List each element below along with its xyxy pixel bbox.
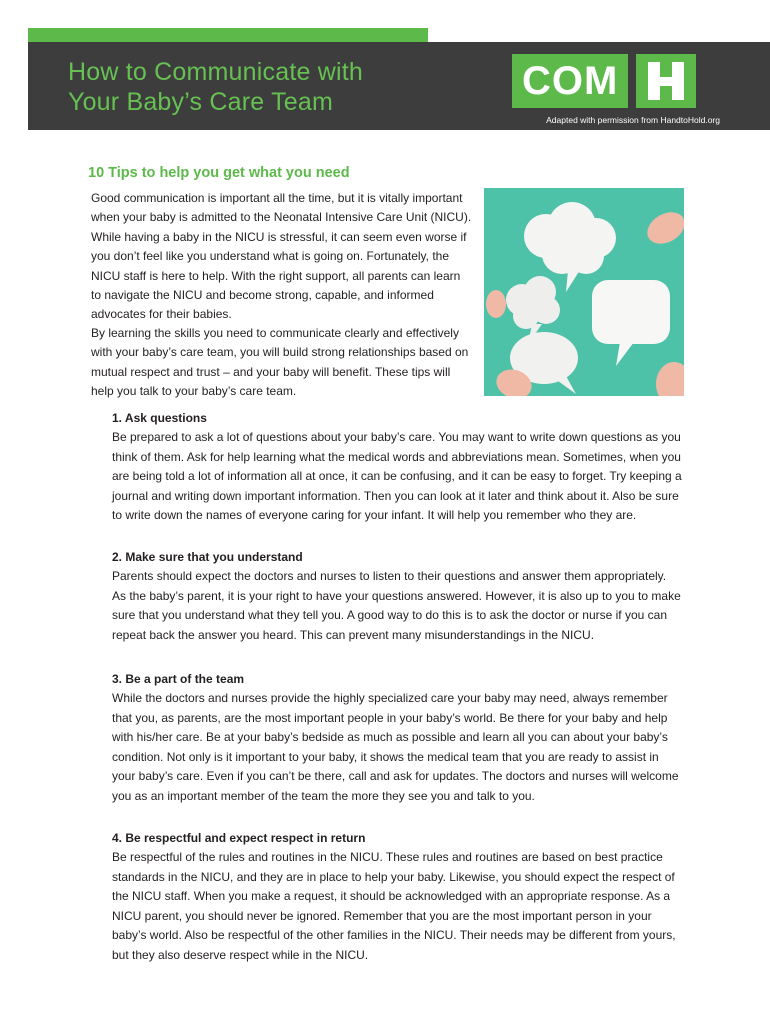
header-accent-stripe: [28, 28, 428, 42]
tip-2: [112, 548, 682, 645]
logo-h-icon: [636, 54, 696, 108]
tip-heading: 2. Make sure that you understand: [112, 550, 303, 564]
tip-body: While the doctors and nurses provide the highly specialized care your baby may need, always remember that you, as parents, are the most important people in your baby’s world. Be there for your baby and help with his/her care. Be at your baby’s bedside as much as possible and learn all you can about your baby’s condition. Not only is it important to your baby, it shows the medical team that you are ready to assist in your baby’s care. Even if you can’t be there, call and ask for updates. The doctors and nurses will welcome you as an important member of the team the more they see you and talk to you.: [112, 691, 679, 803]
tip-1: [112, 409, 682, 526]
page-title-line-1: How to Communicate with: [68, 58, 363, 86]
intro-paragraph-1: Good communication is important all the time, but it is vitally important when your baby is admitted to the Neonatal Intensive Care Unit (NICU). While having a baby in the NICU is stressful, it can seem even worse if you don’t feel like you understand what is going on. Fortunately, the NICU staff is here to help. With the right support, all parents can learn to navigate the NICU and become strong, capable, and informed advocates for their babies.: [91, 191, 472, 322]
tip-body: Parents should expect the doctors and nurses to listen to their questions and answer them appropriately. As the baby’s parent, it is your right to have your questions answered. However, it is also up to you to make sure that you understand what they tell you. A good way to do this is to ask the doctor or nurse if you can repeat back the answer you heard. This can prevent many misunderstandings in the NICU.: [112, 569, 681, 642]
section-subtitle: 10 Tips to help you get what you need: [88, 165, 350, 181]
page-title: [68, 57, 488, 117]
tip-heading: 3. Be a part of the team: [112, 672, 245, 686]
page-title-line-2: Your Baby’s Care Team: [68, 88, 334, 116]
tip-4: [112, 829, 682, 965]
tip-heading: 4. Be respectful and expect respect in return: [112, 831, 366, 845]
tip-3: [112, 670, 682, 806]
intro-paragraph-2: By learning the skills you need to communicate clearly and effectively with your baby’s care team, you will build strong relationships based on mutual respect and trust – and your baby will benefit. These tips will help you talk to your baby’s care team.: [91, 326, 469, 399]
tip-heading: 1. Ask questions: [112, 411, 207, 425]
tip-body: Be prepared to ask a lot of questions about your baby’s care. You may want to write down questions as you think of them. Ask for help learning what the medical words and abbreviations mean. Sometimes, when you are being told a lot of information all at once, it can be confusing, and it can be easy to forget. Try keeping a journal and writing down important information. Then you can look at it later and think about it. Also be sure to write down the names of everyone caring for your infant. It will help you remember who they are.: [112, 430, 682, 522]
speech-bubbles-photo: [484, 188, 684, 396]
logo-text: COM: [512, 54, 628, 108]
permission-note: Adapted with permission from HandtoHold.org: [546, 115, 720, 125]
speech-bubbles-icon: [484, 188, 684, 396]
tip-body: Be respectful of the rules and routines in the NICU. These rules and routines are based on best practice standards in the NICU, and they are in place to help your baby. Likewise, you should expect the respect of the NICU staff. When you make a request, it should be acknowledged with an appropriate response. As a NICU parent, you should never be ignored. Remember that you are the most important person in your baby’s world. Also be respectful of the other families in the NICU. Their needs may be different from yours, but they also deserve respect while in the NICU.: [112, 850, 676, 962]
logo: [512, 52, 722, 110]
